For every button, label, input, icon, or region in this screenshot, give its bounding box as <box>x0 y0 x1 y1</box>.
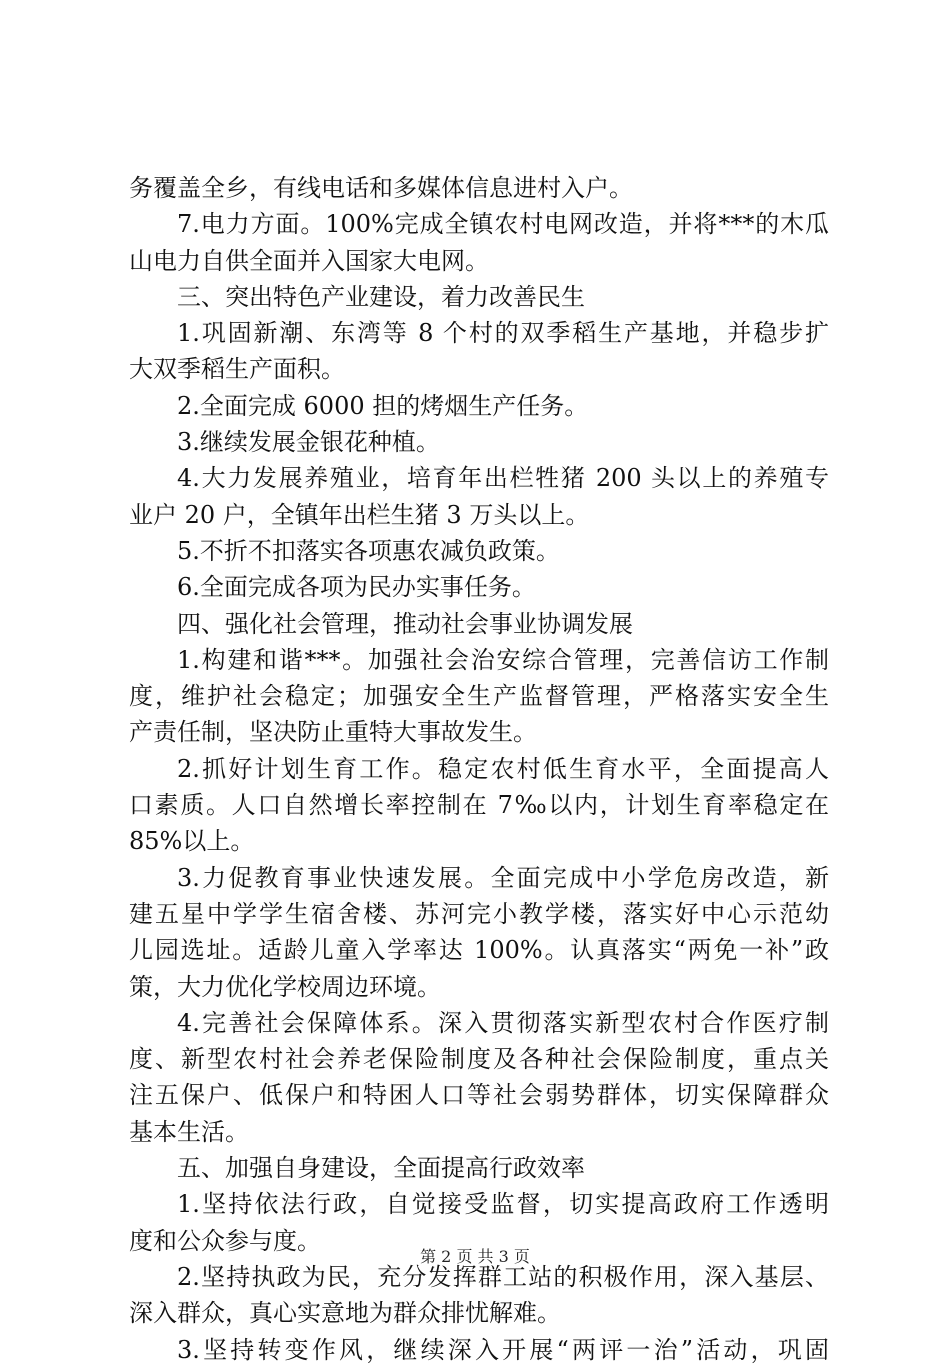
text-line: 4.大力发展养殖业，培育年出栏牲猪 200 头以上的养殖专 <box>177 464 829 493</box>
text-line: 6.全面完成各项为民办实事任务。 <box>177 573 536 602</box>
text-line: 2.全面完成 6000 担的烤烟生产任务。 <box>177 391 589 420</box>
text-line: 建五星中学学生宿舍楼、苏河完小教学楼，落实好中心示范幼 <box>129 899 829 928</box>
text-line: 业户 20 户，全镇年出栏生猪 3 万头以上。 <box>129 500 590 529</box>
page-footer: 第 2 页 共 3 页 <box>420 1247 530 1266</box>
text-line: 务覆盖全乡，有线电话和多媒体信息进村入户。 <box>129 174 633 202</box>
text-line: 3.坚持转变作风，继续深入开展“两评一治”活动，巩固 <box>177 1335 829 1364</box>
text-line: 1.坚持依法行政，自觉接受监督，切实提高政府工作透明 <box>177 1190 829 1219</box>
text-line: 儿园选址。适龄儿童入学率达 100%。认真落实“两免一补”政 <box>129 936 829 965</box>
text-line: 策，大力优化学校周边环境。 <box>129 972 441 1001</box>
text-line: 5.不折不扣落实各项惠农减负政策。 <box>177 536 560 565</box>
text-line: 1.巩固新潮、东湾等 8 个村的双季稻生产基地，并稳步扩 <box>177 319 829 348</box>
text-line: 深入群众，真心实意地为群众排忧解难。 <box>129 1299 561 1328</box>
document-body <box>129 170 829 1368</box>
text-line: 五、加强自身建设，全面提高行政效率 <box>177 1154 585 1183</box>
text-line: 1.构建和谐***。加强社会治安综合管理，完善信访工作制 <box>177 645 829 674</box>
text-line: 口素质。人口自然增长率控制在 7‰以内，计划生育率稳定在 <box>129 791 829 820</box>
text-line: 度，维护社会稳定；加强安全生产监督管理，严格落实安全生 <box>129 682 829 711</box>
text-line: 三、突出特色产业建设，着力改善民生 <box>177 282 585 311</box>
text-line: 3.力促教育事业快速发展。全面完成中小学危房改造，新 <box>177 863 829 892</box>
text-line: 度和公众参与度。 <box>129 1226 321 1255</box>
text-line: 3.继续发展金银花种植。 <box>177 428 440 457</box>
text-line: 注五保户、低保户和特困人口等社会弱势群体，切实保障群众 <box>129 1081 829 1110</box>
text-line: 山电力自供全面并入国家大电网。 <box>129 246 489 275</box>
text-line: 大双季稻生产面积。 <box>129 355 345 384</box>
text-line: 产责任制，坚决防止重特大事故发生。 <box>129 718 537 747</box>
text-line: 85%以上。 <box>129 827 255 856</box>
text-line: 四、强化社会管理，推动社会事业协调发展 <box>177 609 633 638</box>
text-line: 7.电力方面。100%完成全镇农村电网改造，并将***的木瓜 <box>177 210 829 239</box>
text-line: 2.抓好计划生育工作。稳定农村低生育水平，全面提高人 <box>177 754 829 783</box>
text-line: 基本生活。 <box>129 1117 249 1146</box>
text-line: 4.完善社会保障体系。深入贯彻落实新型农村合作医疗制 <box>177 1008 829 1037</box>
text-line: 2.坚持执政为民，充分发挥群工站的积极作用，深入基层、 <box>177 1262 829 1291</box>
text-line: 度、新型农村社会养老保险制度及各种社会保险制度，重点关 <box>129 1045 829 1074</box>
